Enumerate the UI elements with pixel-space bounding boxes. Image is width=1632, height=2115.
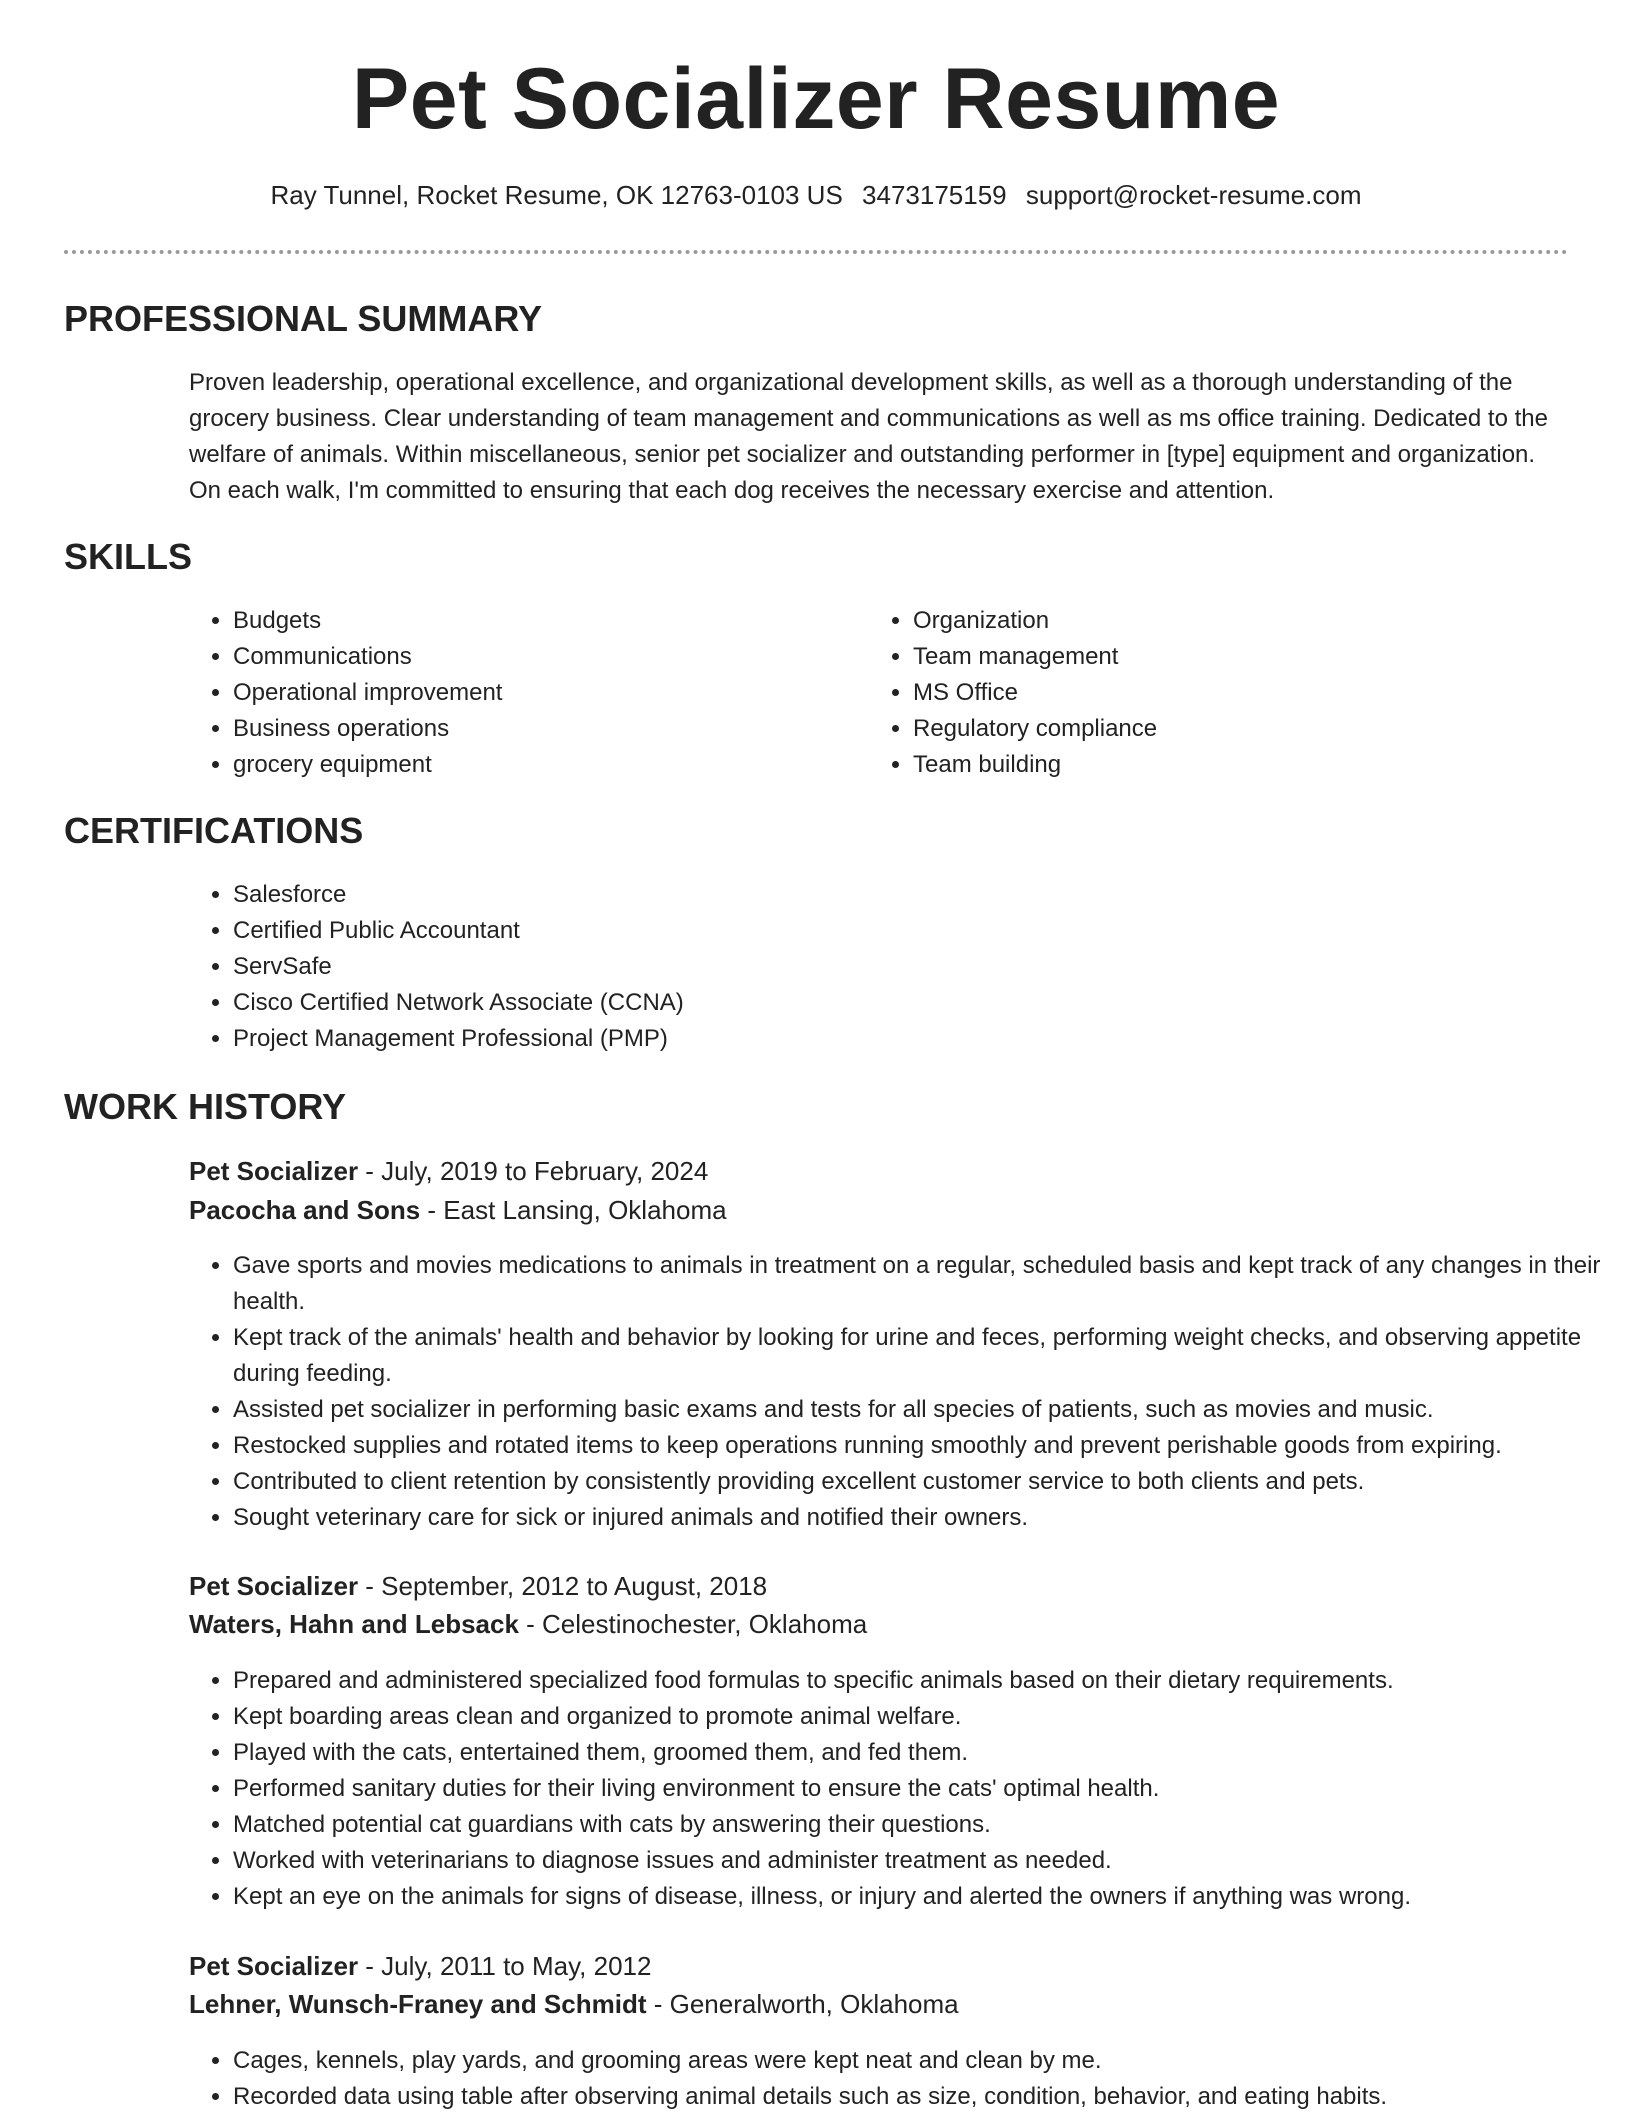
header-divider	[64, 250, 1568, 254]
list-item: • Gave sports and movies medications to animals in treatment on a regular, scheduled basis and kept track of any changes in their health.	[233, 1248, 1623, 1320]
job-3-title: Pet Socializer	[189, 1951, 359, 1981]
job-1-company-line	[189, 1195, 727, 1226]
list-item: • Certified Public Accountant	[233, 913, 1613, 949]
list-item: • Recorded data using table after observing animal details such as size, condition, behavior, and eating habits.	[233, 2079, 1623, 2115]
list-item: • Kept boarding areas clean and organized to promote animal welfare.	[233, 1699, 1623, 1735]
job-1-dates: - July, 2019 to February, 2024	[358, 1156, 709, 1186]
contact-line	[0, 180, 1632, 211]
job-3-dates: - July, 2011 to May, 2012	[358, 1951, 652, 1981]
list-item: • MS Office	[913, 675, 1513, 711]
list-item: • Kept an eye on the animals for signs of disease, illness, or injury and alerted the owners if anything was wrong.	[233, 1879, 1623, 1915]
list-item: • Restocked supplies and rotated items to keep operations running smoothly and prevent perishable goods from expiring.	[233, 1428, 1623, 1464]
list-item: • grocery equipment	[233, 747, 833, 783]
job-1-title: Pet Socializer	[189, 1156, 359, 1186]
list-item: • Team management	[913, 639, 1513, 675]
job-2-title: Pet Socializer	[189, 1571, 359, 1601]
list-item: • Assisted pet socializer in performing basic exams and tests for all species of patients, such as movies and music.	[233, 1392, 1623, 1428]
list-item: • Team building	[913, 747, 1513, 783]
job-1-bullets	[189, 1248, 1623, 1536]
summary-heading: PROFESSIONAL SUMMARY	[64, 298, 543, 339]
list-item: • Salesforce	[233, 877, 1613, 913]
job-2-bullets	[189, 1663, 1623, 1915]
summary-text: Proven leadership, operational excellence, and organizational development skills, as well as a thorough understanding of the grocery business. Clear understanding of team management and communications as well as ms office training. Dedicated to the welfare of animals. Within miscellaneous, senior pet socializer and outstanding performer in [type] equipment and organization. On each walk, I'm committed to ensuring that each dog receives the necessary exercise and attention.	[189, 369, 1548, 504]
job-2-location: - Celestinochester, Oklahoma	[518, 1609, 868, 1639]
job-3-company: Lehner, Wunsch-Franey and Schmidt	[189, 1989, 647, 2019]
job-2-title-line	[189, 1571, 767, 1602]
job-3-bullets	[189, 2043, 1623, 2115]
list-item: • Communications	[233, 639, 833, 675]
page-title: Pet Socializer Resume	[351, 51, 1281, 147]
job-1-location: - East Lansing, Oklahoma	[420, 1195, 727, 1225]
list-item: • Cisco Certified Network Associate (CCNA)	[233, 985, 1613, 1021]
list-item: • Budgets	[233, 603, 833, 639]
job-3-title-line	[189, 1951, 651, 1982]
list-item: • Operational improvement	[233, 675, 833, 711]
list-item: • ServSafe	[233, 949, 1613, 985]
contact-address: Ray Tunnel, Rocket Resume, OK 12763-0103 US	[270, 180, 843, 210]
list-item: • Cages, kennels, play yards, and grooming areas were kept neat and clean by me.	[233, 2043, 1623, 2079]
job-1-company: Pacocha and Sons	[189, 1195, 421, 1225]
job-1-title-line	[189, 1156, 708, 1187]
list-item: • Worked with veterinarians to diagnose issues and administer treatment as needed.	[233, 1843, 1623, 1879]
list-item: • Regulatory compliance	[913, 711, 1513, 747]
contact-email: support@rocket-resume.com	[1025, 180, 1362, 210]
list-item: • Prepared and administered specialized food formulas to specific animals based on their dietary requirements.	[233, 1663, 1623, 1699]
list-item: • Contributed to client retention by consistently providing excellent customer service to both clients and pets.	[233, 1464, 1623, 1500]
skills-list-left	[189, 603, 833, 783]
skills-heading: SKILLS	[64, 536, 193, 577]
list-item: • Organization	[913, 603, 1513, 639]
list-item: • Played with the cats, entertained them, groomed them, and fed them.	[233, 1735, 1623, 1771]
list-item: • Sought veterinary care for sick or injured animals and notified their owners.	[233, 1500, 1623, 1536]
work-history-heading: WORK HISTORY	[64, 1086, 347, 1127]
skills-list-right	[869, 603, 1513, 783]
list-item: • Business operations	[233, 711, 833, 747]
job-3-company-line	[189, 1989, 959, 2020]
list-item: • Performed sanitary duties for their living environment to ensure the cats' optimal health.	[233, 1771, 1623, 1807]
job-2-company: Waters, Hahn and Lebsack	[189, 1609, 519, 1639]
list-item: • Project Management Professional (PMP)	[233, 1021, 1613, 1057]
list-item: • Matched potential cat guardians with cats by answering their questions.	[233, 1807, 1623, 1843]
job-2-company-line	[189, 1609, 867, 1640]
job-3-location: - Generalworth, Oklahoma	[646, 1989, 959, 2019]
job-2-dates: - September, 2012 to August, 2018	[358, 1571, 768, 1601]
list-item: • Kept track of the animals' health and behavior by looking for urine and feces, performing weight checks, and observing appetite during feeding.	[233, 1320, 1623, 1392]
contact-phone: 3473175159	[862, 180, 1007, 210]
certifications-list	[189, 877, 1613, 1057]
certifications-heading: CERTIFICATIONS	[64, 810, 364, 851]
